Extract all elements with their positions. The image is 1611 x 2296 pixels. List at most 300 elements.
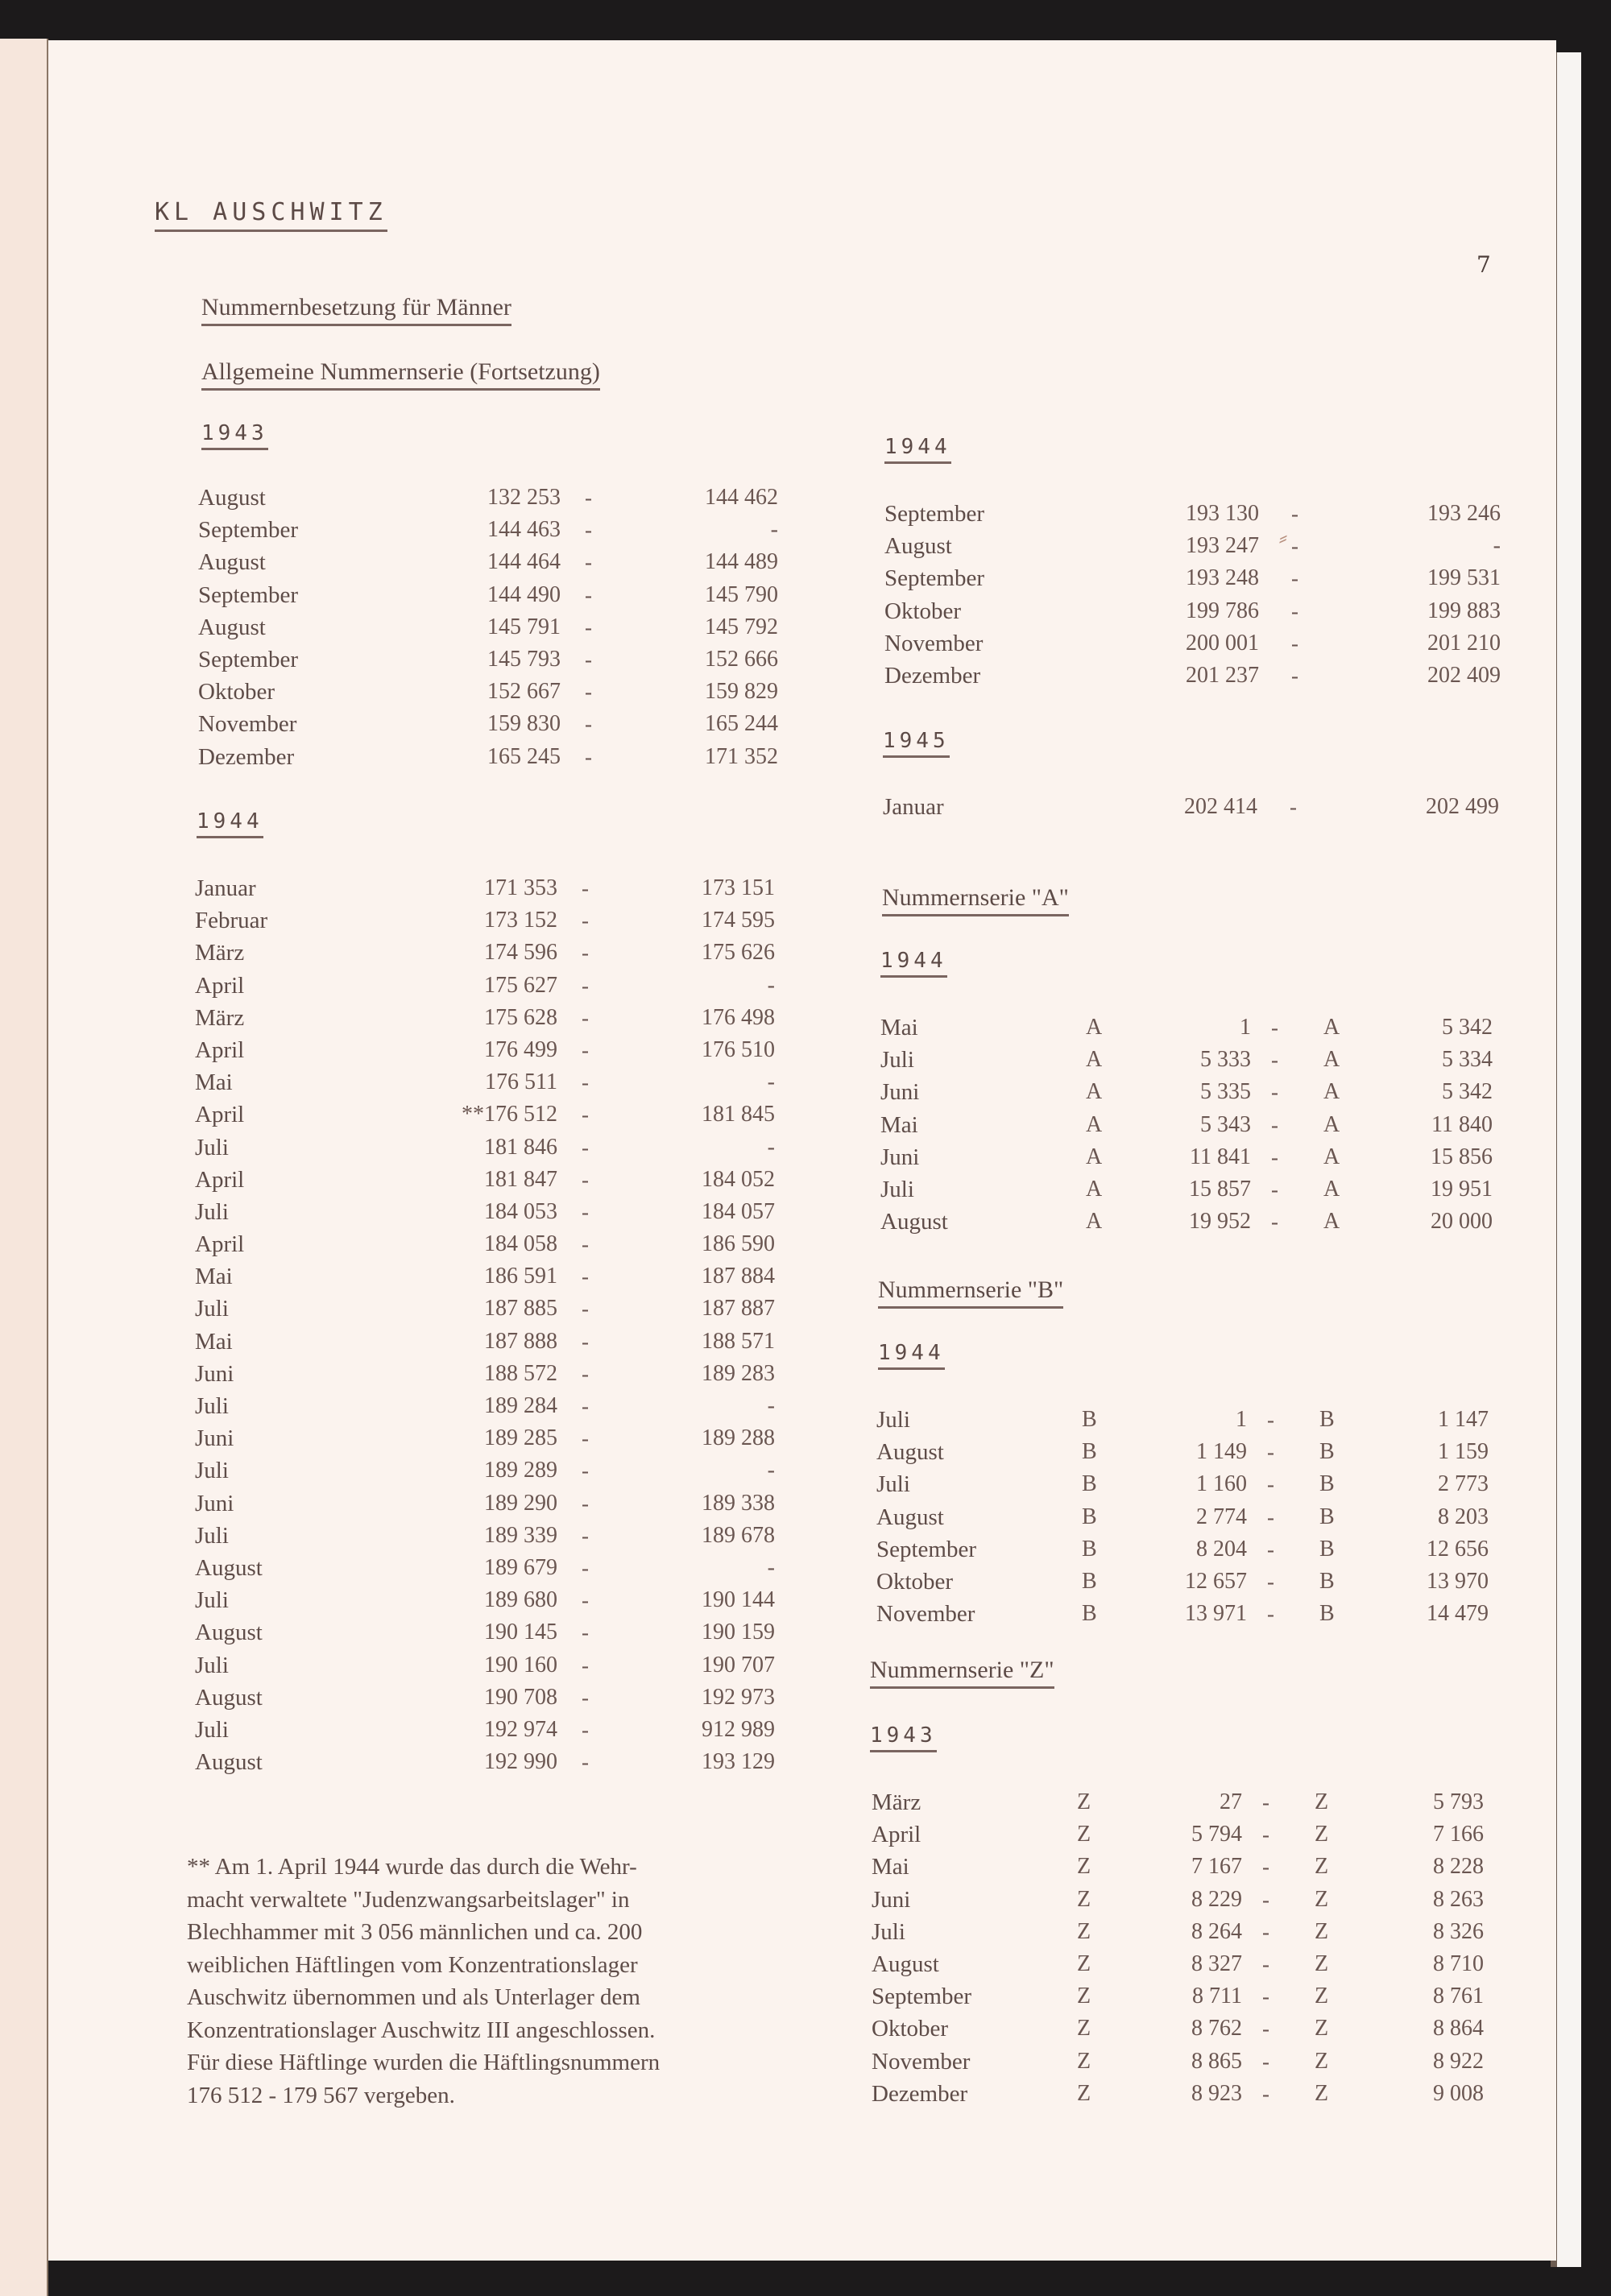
month-cell: März (872, 1789, 921, 1815)
range-dash: - (582, 1135, 589, 1160)
month-cell: September (876, 1536, 977, 1562)
to-number-cell: 193 246 (1427, 501, 1501, 526)
from-number-cell: 19 952 (1189, 1209, 1251, 1235)
range-dash: - (1267, 1569, 1274, 1594)
range-dash: - (1267, 1472, 1274, 1497)
to-number-cell: - (767, 1554, 775, 1580)
range-dash: - (1262, 2017, 1269, 2042)
to-number-cell: 202 499 (1426, 794, 1499, 819)
to-number-cell: 1 159 (1438, 1439, 1489, 1465)
range-dash: - (1271, 1048, 1278, 1073)
prefix-cell: B (1319, 1601, 1335, 1627)
to-number-cell: 14 479 (1427, 1601, 1489, 1627)
prefix-cell: A (1086, 1047, 1103, 1073)
to-number-cell: 189 338 (702, 1490, 775, 1516)
month-cell: Juli (195, 1296, 229, 1322)
to-number-cell: 190 144 (702, 1587, 775, 1613)
range-dash: - (1262, 1919, 1269, 1944)
range-dash: - (1271, 1177, 1278, 1202)
year-heading-1943: 1943 (201, 421, 268, 450)
prefix-cell: Z (1315, 1984, 1329, 2009)
to-number-cell: 7 166 (1433, 1822, 1484, 1847)
prefix-cell: Z (1315, 1886, 1329, 1912)
month-cell: Oktober (198, 679, 275, 705)
month-cell: November (198, 711, 297, 738)
prefix-cell: B (1319, 1439, 1335, 1465)
from-number-cell: 175 627 (484, 972, 557, 998)
from-number-cell: 187 885 (484, 1296, 557, 1322)
prefix-cell: B (1082, 1568, 1097, 1594)
range-dash: - (582, 941, 589, 966)
to-number-cell: 199 531 (1427, 565, 1501, 591)
from-number-cell: 152 667 (487, 679, 561, 705)
range-dash: - (585, 647, 592, 672)
pen-mark: ⸗ (1279, 523, 1287, 552)
from-number-cell: 13 971 (1185, 1601, 1247, 1627)
month-cell: Mai (872, 1854, 909, 1880)
footnote-line: Konzentrationslager Auschwitz III angeschlossen. (187, 2017, 656, 2043)
to-number-cell: 9 008 (1433, 2080, 1484, 2106)
range-dash: - (582, 1005, 589, 1030)
from-number-cell: 192 990 (484, 1749, 557, 1775)
to-number-cell: 199 883 (1427, 598, 1501, 623)
range-dash: - (1291, 534, 1298, 559)
range-dash: - (582, 876, 589, 900)
from-number-cell: 5 343 (1200, 1111, 1251, 1137)
to-number-cell: 8 761 (1433, 1984, 1484, 2009)
month-cell: November (884, 630, 984, 656)
from-number-cell: 171 353 (484, 875, 557, 900)
month-cell: Juni (880, 1079, 920, 1106)
month-cell: Juli (195, 1134, 229, 1160)
prefix-cell: Z (1315, 1951, 1329, 1976)
prefix-cell: A (1323, 1111, 1340, 1137)
month-cell: Juli (195, 1522, 229, 1549)
range-dash: - (582, 1037, 589, 1062)
from-number-cell: 2 774 (1196, 1504, 1247, 1529)
page-number: 7 (1476, 251, 1491, 278)
range-dash: - (582, 1555, 589, 1580)
to-number-cell: 11 840 (1431, 1111, 1493, 1137)
month-cell: April (195, 1102, 245, 1128)
prefix-cell: Z (1077, 1789, 1091, 1814)
prefix-cell: A (1323, 1209, 1340, 1235)
month-cell: Juni (872, 1886, 911, 1913)
month-cell: Juli (195, 1458, 229, 1484)
month-cell: Dezember (884, 662, 981, 689)
month-cell: Juli (880, 1176, 914, 1202)
range-dash: - (582, 1717, 589, 1742)
to-number-cell: 145 790 (705, 581, 778, 607)
from-number-cell: 189 290 (484, 1490, 557, 1516)
to-number-cell: 20 000 (1431, 1209, 1493, 1235)
month-cell: Oktober (876, 1568, 954, 1595)
prefix-cell: Z (1077, 2080, 1091, 2106)
to-number-cell: 912 989 (702, 1716, 775, 1742)
from-number-cell: 200 001 (1186, 630, 1259, 656)
from-number-cell: 193 130 (1186, 501, 1259, 526)
series-b-title: Nummernserie "B" (878, 1276, 1063, 1309)
footnote-line: 176 512 - 179 567 vergeben. (187, 2082, 455, 2108)
from-number-cell: 5 794 (1191, 1822, 1242, 1847)
to-number-cell: 201 210 (1427, 630, 1501, 656)
month-cell: August (880, 1209, 948, 1235)
from-number-cell: 8 762 (1191, 2016, 1242, 2042)
month-cell: September (884, 501, 985, 527)
from-number-cell: 1 (1236, 1407, 1247, 1432)
to-number-cell: 8 922 (1433, 2048, 1484, 2074)
series-b-year: 1944 (878, 1341, 945, 1370)
from-number-cell: 144 490 (487, 581, 561, 607)
prefix-cell: Z (1077, 1984, 1091, 2009)
prefix-cell: A (1086, 1015, 1103, 1040)
month-cell: August (198, 549, 266, 576)
to-number-cell: 188 571 (702, 1328, 775, 1354)
from-number-cell: 173 152 (484, 908, 557, 933)
to-number-cell: 189 288 (702, 1425, 775, 1451)
from-number-cell: 8 711 (1192, 1984, 1242, 2009)
range-dash: - (582, 1620, 589, 1645)
range-dash: - (1267, 1537, 1274, 1562)
range-dash: - (1262, 1984, 1269, 2009)
to-number-cell: 181 845 (702, 1102, 775, 1127)
range-dash: - (1262, 1855, 1269, 1880)
prefix-cell: B (1319, 1471, 1335, 1497)
month-cell: August (884, 533, 952, 560)
range-dash: - (582, 1329, 589, 1354)
month-cell: Juni (880, 1144, 920, 1170)
from-number-cell: 186 591 (484, 1264, 557, 1289)
range-dash: - (1271, 1210, 1278, 1235)
to-number-cell: 8 263 (1433, 1886, 1484, 1912)
range-dash: - (582, 1167, 589, 1192)
to-number-cell: - (767, 1134, 775, 1160)
month-cell: Februar (195, 908, 268, 934)
footnote-line: Blechhammer mit 3 056 männlichen und ca. 200 (187, 1919, 643, 1945)
range-dash: - (582, 1102, 589, 1127)
month-cell: Juli (195, 1198, 229, 1225)
to-number-cell: 189 678 (702, 1522, 775, 1548)
range-dash: - (585, 680, 592, 705)
range-dash: - (585, 744, 592, 769)
to-number-cell: 189 283 (702, 1360, 775, 1386)
from-number-cell: 11 841 (1190, 1144, 1251, 1169)
to-number-cell: - (767, 1069, 775, 1095)
prefix-cell: A (1086, 1144, 1103, 1169)
from-number-cell: 7 167 (1191, 1854, 1242, 1880)
month-cell: August (195, 1684, 263, 1711)
month-cell: Dezember (198, 743, 295, 770)
range-dash: - (1271, 1080, 1278, 1105)
prefix-cell: A (1323, 1176, 1340, 1202)
month-cell: August (198, 485, 266, 511)
to-number-cell: - (767, 1393, 775, 1418)
range-dash: - (1290, 795, 1297, 819)
to-number-cell: 159 829 (705, 679, 778, 705)
range-dash: - (582, 1588, 589, 1613)
range-dash: - (582, 1523, 589, 1548)
to-number-cell: 202 409 (1427, 662, 1501, 688)
range-dash: - (1267, 1602, 1274, 1627)
prefix-cell: Z (1315, 2048, 1329, 2074)
footnote-line: Für diese Häftlinge wurden die Häftlingsnummern (187, 2050, 661, 2075)
month-cell: März (195, 1004, 245, 1031)
range-dash: - (1291, 598, 1298, 623)
to-number-cell: 5 793 (1433, 1789, 1484, 1814)
to-number-cell: 184 057 (702, 1198, 775, 1224)
prefix-cell: Z (1077, 1886, 1091, 1912)
prefix-cell: B (1082, 1407, 1097, 1432)
from-number-cell: 8 865 (1191, 2048, 1242, 2074)
month-cell: April (872, 1822, 921, 1848)
year-heading-1945: 1945 (883, 729, 950, 758)
from-number-cell: **176 512 (462, 1102, 557, 1127)
to-number-cell: 171 352 (705, 743, 778, 769)
prefix-cell: B (1082, 1439, 1097, 1465)
from-number-cell: 165 245 (487, 743, 561, 769)
from-number-cell: 189 289 (484, 1458, 557, 1483)
to-number-cell: 192 973 (702, 1684, 775, 1710)
prefix-cell: Z (1315, 1822, 1329, 1847)
prefix-cell: B (1082, 1536, 1097, 1562)
footnote (187, 1851, 831, 2112)
footnote-line: macht verwaltete "Judenzwangsarbeitslager" in (187, 1886, 630, 1913)
range-dash: - (1262, 2081, 1269, 2106)
prefix-cell: A (1086, 1209, 1103, 1235)
prefix-cell: Z (1077, 2048, 1091, 2074)
to-number-cell: 8 326 (1433, 1918, 1484, 1944)
month-cell: Oktober (872, 2016, 949, 2042)
from-number-cell: 27 (1220, 1789, 1242, 1814)
prefix-cell: Z (1077, 1854, 1091, 1880)
to-number-cell: 2 773 (1438, 1471, 1489, 1497)
range-dash: - (582, 1750, 589, 1775)
to-number-cell: 8 864 (1433, 2016, 1484, 2042)
prefix-cell: A (1323, 1144, 1340, 1169)
range-dash: - (585, 614, 592, 639)
series-a-title: Nummernserie "A" (882, 884, 1069, 916)
from-number-cell: 184 058 (484, 1231, 557, 1257)
from-number-cell: 8 229 (1191, 1886, 1242, 1912)
prefix-cell: Z (1077, 1951, 1091, 1976)
month-cell: September (872, 1984, 972, 2010)
month-cell: September (198, 581, 299, 608)
range-dash: - (582, 1297, 589, 1322)
from-number-cell: 12 657 (1185, 1568, 1247, 1594)
month-cell: Januar (883, 794, 944, 820)
range-dash: - (582, 1491, 589, 1516)
range-dash: - (582, 973, 589, 998)
to-number-cell: 176 498 (702, 1004, 775, 1030)
range-dash: - (582, 908, 589, 933)
from-number-cell: 1 160 (1196, 1471, 1247, 1497)
document-page (48, 40, 1556, 2261)
month-cell: Juni (195, 1425, 234, 1452)
from-number-cell: 176 499 (484, 1036, 557, 1062)
to-number-cell: 144 462 (705, 485, 778, 510)
range-dash: - (1291, 502, 1298, 526)
month-cell: Mai (195, 1264, 233, 1290)
range-dash: - (1291, 566, 1298, 591)
from-number-cell: 8 327 (1191, 1951, 1242, 1976)
range-dash: - (1271, 1016, 1278, 1040)
from-number-cell: 188 572 (484, 1360, 557, 1386)
range-dash: - (1271, 1144, 1278, 1169)
range-dash: - (1262, 1951, 1269, 1976)
to-number-cell: 15 856 (1431, 1144, 1493, 1169)
month-cell: September (198, 517, 299, 544)
to-number-cell: 1 147 (1438, 1407, 1489, 1432)
month-cell: Juli (876, 1471, 910, 1498)
range-dash: - (1267, 1504, 1274, 1529)
prefix-cell: A (1323, 1079, 1340, 1105)
from-number-cell: 193 247 (1186, 533, 1259, 559)
page-header: KL AUSCHWITZ (155, 198, 387, 232)
to-number-cell: 190 707 (702, 1652, 775, 1678)
prefix-cell: B (1319, 1536, 1335, 1562)
month-cell: August (195, 1749, 263, 1776)
month-cell: April (195, 972, 245, 999)
month-cell: Mai (880, 1015, 918, 1040)
range-dash: - (585, 712, 592, 737)
from-number-cell: 190 708 (484, 1684, 557, 1710)
month-cell: August (195, 1620, 263, 1646)
prefix-cell: B (1319, 1407, 1335, 1432)
footnote-line: weiblichen Häftlingen vom Konzentrationslager (187, 1951, 638, 1978)
from-number-cell: 5 333 (1200, 1047, 1251, 1073)
from-number-cell: 8 923 (1191, 2080, 1242, 2106)
from-number-cell: 159 830 (487, 711, 561, 737)
month-cell: April (195, 1231, 245, 1258)
prefix-cell: Z (1315, 2080, 1329, 2106)
prefix-cell: Z (1315, 1789, 1329, 1814)
month-cell: Juni (195, 1490, 234, 1516)
from-number-cell: 144 464 (487, 549, 561, 575)
to-number-cell: 8 228 (1433, 1854, 1484, 1880)
to-number-cell: - (770, 517, 778, 543)
from-number-cell: 189 680 (484, 1587, 557, 1613)
from-number-cell: 174 596 (484, 940, 557, 966)
from-number-cell: 144 463 (487, 517, 561, 543)
month-cell: Juli (195, 1393, 229, 1419)
from-number-cell: 189 285 (484, 1425, 557, 1451)
from-number-cell: 5 335 (1200, 1079, 1251, 1105)
month-cell: August (876, 1439, 944, 1466)
to-number-cell: 5 342 (1442, 1015, 1493, 1040)
prefix-cell: A (1086, 1111, 1103, 1137)
from-number-cell: 1 (1240, 1015, 1251, 1040)
from-number-cell: 192 974 (484, 1716, 557, 1742)
prefix-cell: Z (1077, 2016, 1091, 2042)
from-number-cell: 190 160 (484, 1652, 557, 1678)
subsection-title: Allgemeine Nummernserie (Fortsetzung) (201, 358, 600, 391)
range-dash: - (1267, 1408, 1274, 1432)
from-number-cell: 199 786 (1186, 598, 1259, 623)
to-number-cell: 13 970 (1427, 1568, 1489, 1594)
range-dash: - (1267, 1440, 1274, 1465)
adjacent-page-edge (0, 39, 48, 2296)
month-cell: August (876, 1504, 944, 1530)
range-dash: - (585, 518, 592, 543)
from-number-cell: 189 284 (484, 1393, 557, 1418)
to-number-cell: 173 151 (702, 875, 775, 900)
to-number-cell: - (767, 972, 775, 998)
to-number-cell: 190 159 (702, 1620, 775, 1645)
to-number-cell: 19 951 (1431, 1176, 1493, 1202)
month-cell: Juli (880, 1047, 914, 1074)
month-cell: Juli (195, 1652, 229, 1678)
to-number-cell: 145 792 (705, 614, 778, 639)
range-dash: - (582, 1426, 589, 1451)
range-dash: - (1291, 663, 1298, 688)
month-cell: März (195, 940, 245, 966)
to-number-cell: 175 626 (702, 940, 775, 966)
series-z-year: 1943 (870, 1723, 937, 1752)
range-dash: - (582, 1685, 589, 1710)
range-dash: - (582, 1394, 589, 1418)
prefix-cell: B (1082, 1504, 1097, 1529)
to-number-cell: 5 334 (1442, 1047, 1493, 1073)
month-cell: August (872, 1951, 939, 1977)
prefix-cell: B (1082, 1471, 1097, 1497)
prefix-cell: A (1086, 1176, 1103, 1202)
range-dash: - (1262, 1790, 1269, 1814)
from-number-cell: 189 339 (484, 1522, 557, 1548)
to-number-cell: 187 884 (702, 1264, 775, 1289)
month-cell: September (198, 646, 299, 672)
to-number-cell: 144 489 (705, 549, 778, 575)
prefix-cell: Z (1077, 1918, 1091, 1944)
to-number-cell: 12 656 (1427, 1536, 1489, 1562)
range-dash: - (1262, 1822, 1269, 1847)
month-cell: Mai (195, 1069, 233, 1096)
prefix-cell: Z (1077, 1822, 1091, 1847)
range-dash: - (582, 1199, 589, 1224)
from-number-cell: 1 149 (1196, 1439, 1247, 1465)
range-dash: - (1291, 631, 1298, 656)
series-a-year: 1944 (880, 949, 947, 978)
from-number-cell: 8 264 (1191, 1918, 1242, 1944)
from-number-cell: 201 237 (1186, 662, 1259, 688)
prefix-cell: A (1086, 1079, 1103, 1105)
month-cell: April (195, 1166, 245, 1193)
from-number-cell: 193 248 (1186, 565, 1259, 591)
from-number-cell: 181 847 (484, 1166, 557, 1192)
prefix-cell: B (1082, 1601, 1097, 1627)
month-cell: August (195, 1554, 263, 1581)
to-number-cell: 193 129 (702, 1749, 775, 1775)
range-dash: - (1271, 1112, 1278, 1137)
range-dash: - (585, 486, 592, 510)
month-cell: Juli (876, 1407, 910, 1433)
to-number-cell: 186 590 (702, 1231, 775, 1257)
from-number-cell: 145 793 (487, 646, 561, 672)
range-dash: - (582, 1070, 589, 1095)
month-cell: Oktober (884, 598, 962, 624)
from-number-cell: 189 679 (484, 1554, 557, 1580)
to-number-cell: 174 595 (702, 908, 775, 933)
prefix-cell: Z (1315, 1854, 1329, 1880)
prefix-cell: Z (1315, 2016, 1329, 2042)
month-cell: Januar (195, 875, 256, 901)
series-z-title: Nummernserie "Z" (870, 1657, 1054, 1689)
month-cell: August (198, 614, 266, 640)
month-cell: Juli (872, 1918, 905, 1945)
prefix-cell: A (1323, 1047, 1340, 1073)
to-number-cell: 5 342 (1442, 1079, 1493, 1105)
month-cell: September (884, 565, 985, 592)
month-cell: Dezember (872, 2080, 968, 2107)
